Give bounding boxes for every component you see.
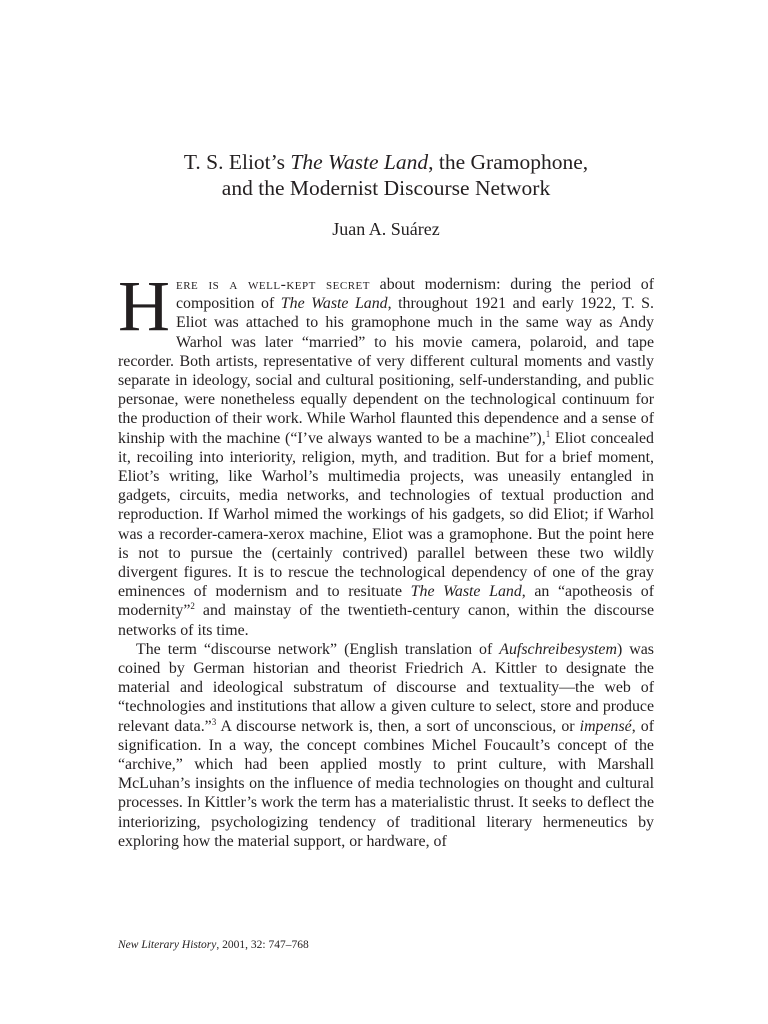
journal-citation: [118, 938, 654, 952]
footnote-marker-1[interactable]: 1: [545, 428, 551, 439]
body-text: The term “discourse network” (English translation of: [136, 640, 500, 658]
article-body: [118, 266, 655, 851]
body-text: about modernism: during the period of composition of: [176, 276, 654, 313]
title-line-1: [118, 149, 654, 175]
body-text: A discourse network is, then, a sort of unconscious, or: [216, 717, 580, 735]
article-title: [118, 149, 654, 201]
title-text: T. S. Eliot’s: [183, 150, 291, 174]
footnote-marker-3[interactable]: 3: [211, 716, 217, 727]
body-text: and mainstay of the twentieth-century canon, within the discourse networks of its time.: [118, 602, 654, 639]
body-text: , an “apotheosis of modernity”: [118, 583, 654, 620]
citation-details: , 2001, 32: 747–768: [216, 939, 309, 951]
italic-work-title: The Waste Land: [410, 583, 522, 601]
title-italic-work: The Waste Land: [290, 150, 429, 174]
author-name: Juan A. Suárez: [332, 219, 440, 239]
title-line-2: and the Modernist Discourse Network: [221, 176, 551, 200]
paragraph-2: [118, 640, 654, 851]
body-text: Eliot concealed it, recoiling into interiority, religion, myth, and tradition. But for a brief moment, Eliot’s writing, like Warhol’s multimedia projects, was uneasily entangled in gadgets, circuits, media networks, and technologies of textual production and reproduction. If Warhol mimed the workings of his gadgets, so did Eliot; if Warhol was a recorder-camera-xerox machine, Eliot was a gramophone. But the point here is not to pursue the (certainly contrived) parallel between these two wildly divergent figures. It is to rescue the technological dependency of one of the gray eminences of modernism and to resituate: [118, 429, 654, 601]
body-text: ) was coined by German historian and theorist Friedrich A. Kittler to designate the material and ideological substratum of discourse and textuality—the web of “technologies and institutions that allow a given culture to select, store and produce relevant data.”: [118, 640, 654, 735]
journal-name: New Literary History: [118, 939, 217, 951]
drop-cap: H: [118, 266, 170, 346]
footnote-marker-2[interactable]: 2: [190, 601, 195, 612]
body-text: , of signification. In a way, the concept combines Michel Foucault’s concept of the “archive,” which had been applied mostly to print culture, with Marshall McLuhan’s insights on the influence of media technologies on thought and cultural processes. In Kittler’s work the term has a materialistic thrust. It seeks to deflect the interiorizing, psychologizing tendency of traditional literary hermeneutics by exploring how the material support, or hardware, of: [118, 717, 655, 850]
italic-work-title: The Waste Land: [280, 295, 388, 313]
italic-term: Aufschreibesystem: [499, 640, 617, 658]
italic-term: impensé: [579, 717, 632, 735]
body-text: , throughout 1921 and early 1922, T. S. Eliot was attached to his gramophone much in the same way as Andy Warhol was later “married” to his movie camera, polaroid, and tape recorder. Both artists, representative of very different cultural moments and vastly separate in ideology, social and cultural positioning, self-understanding, and public personae, were nonetheless equally dependent on the technological continuum for the production of their work. While Warhol flaunted this dependence and a sense of kinship with the machine (“I’ve always wanted to be a machine”),: [118, 295, 654, 447]
title-text: , the Gramophone,: [428, 150, 589, 174]
opening-small-caps: ere is a well-kept secret: [176, 276, 370, 293]
paragraph-1: [118, 266, 654, 640]
article-page: [118, 0, 654, 1024]
